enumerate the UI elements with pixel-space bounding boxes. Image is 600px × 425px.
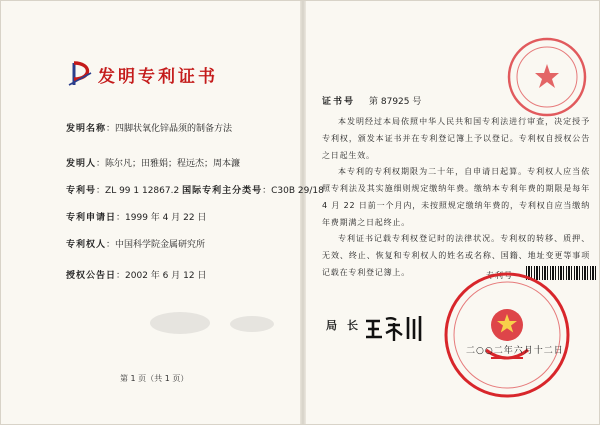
patent-office-logo-icon bbox=[66, 60, 94, 88]
right-page bbox=[306, 0, 600, 425]
invention-name-value: 四脚状氧化锌晶须的制备方法 bbox=[115, 124, 233, 134]
small-red-seal-icon bbox=[506, 36, 588, 118]
certificate-title: 发明专利证书 bbox=[98, 67, 218, 87]
grant-date-label: 授权公告日 bbox=[66, 271, 117, 281]
ipc-value: C30B 29/18 bbox=[271, 186, 324, 196]
patent-number-label: 专利号 bbox=[66, 186, 97, 196]
patentee-label: 专利权人 bbox=[66, 240, 107, 250]
patentee-row: 专利权人：中国科学院金属研究所 bbox=[66, 240, 206, 250]
faded-marks bbox=[230, 316, 274, 332]
director-label: 局长 bbox=[326, 319, 368, 332]
inventors-value: 陈尔凡；田雅娟；程远杰；周本濂 bbox=[105, 159, 241, 169]
patent-number-value: ZL 99 1 12867.2 bbox=[105, 186, 180, 196]
certificate-number-value: 第 87925 号 bbox=[369, 97, 422, 107]
inventors-row: 发明人：陈尔凡；田雅娟；程远杰；周本濂 bbox=[66, 159, 241, 169]
patent-number-row: 专利号：ZL 99 1 12867.2 国际专利主分类号：C30B 29/18 bbox=[66, 186, 324, 196]
certificate-number-label: 证书号 bbox=[322, 97, 356, 107]
director-signature-icon bbox=[364, 313, 426, 343]
page-number: 第 1 页（共 1 页） bbox=[120, 374, 189, 383]
invention-name-label: 发明名称 bbox=[66, 124, 107, 134]
inventors-label: 发明人 bbox=[66, 159, 97, 169]
term-paragraph: 本专利的专利权期限为二十年，自申请日起算。专利权人应当依照专利法及其实施细则规定缴纳年费。缴纳本专利年费的期限是每年 4 月 22 日前一个月内，未按照规定缴纳年费的，专利权自应当缴纳年费期满之日起终止。 bbox=[322, 167, 590, 227]
invention-name-row: 发明名称：四脚状氧化锌晶须的制备方法 bbox=[66, 124, 233, 134]
ipc-label: 国际专利主分类号 bbox=[182, 186, 263, 196]
legal-status-paragraph: 专利证书记载专利权登记时的法律状况。专利权的转移、质押、无效、终止、恢复和专利权人的姓名或名称、国籍、地址变更等事项记载在专利登记簿上。 bbox=[322, 234, 590, 277]
filing-date-label: 专利申请日 bbox=[66, 213, 117, 223]
grant-paragraph: 本发明经过本局依照中华人民共和国专利法进行审查，决定授予专利权，颁发本证书并在专利登记簿上予以登记。专利权自授权公告之日起生效。 bbox=[322, 117, 590, 160]
national-ipo-seal-icon bbox=[442, 270, 572, 400]
certificate-number-row bbox=[322, 94, 421, 107]
seal-date: 二○○二年六月十二日 bbox=[466, 346, 564, 356]
patentee-value: 中国科学院金属研究所 bbox=[115, 240, 206, 250]
grant-date-value: 2002 年 6 月 12 日 bbox=[125, 271, 207, 281]
grant-date-row: 授权公告日：2002 年 6 月 12 日 bbox=[66, 271, 207, 281]
filing-date-value: 1999 年 4 月 22 日 bbox=[125, 213, 207, 223]
stamp-number-label: 专利号 bbox=[486, 271, 513, 280]
faded-marks bbox=[150, 312, 210, 334]
filing-date-row: 专利申请日：1999 年 4 月 22 日 bbox=[66, 213, 207, 223]
